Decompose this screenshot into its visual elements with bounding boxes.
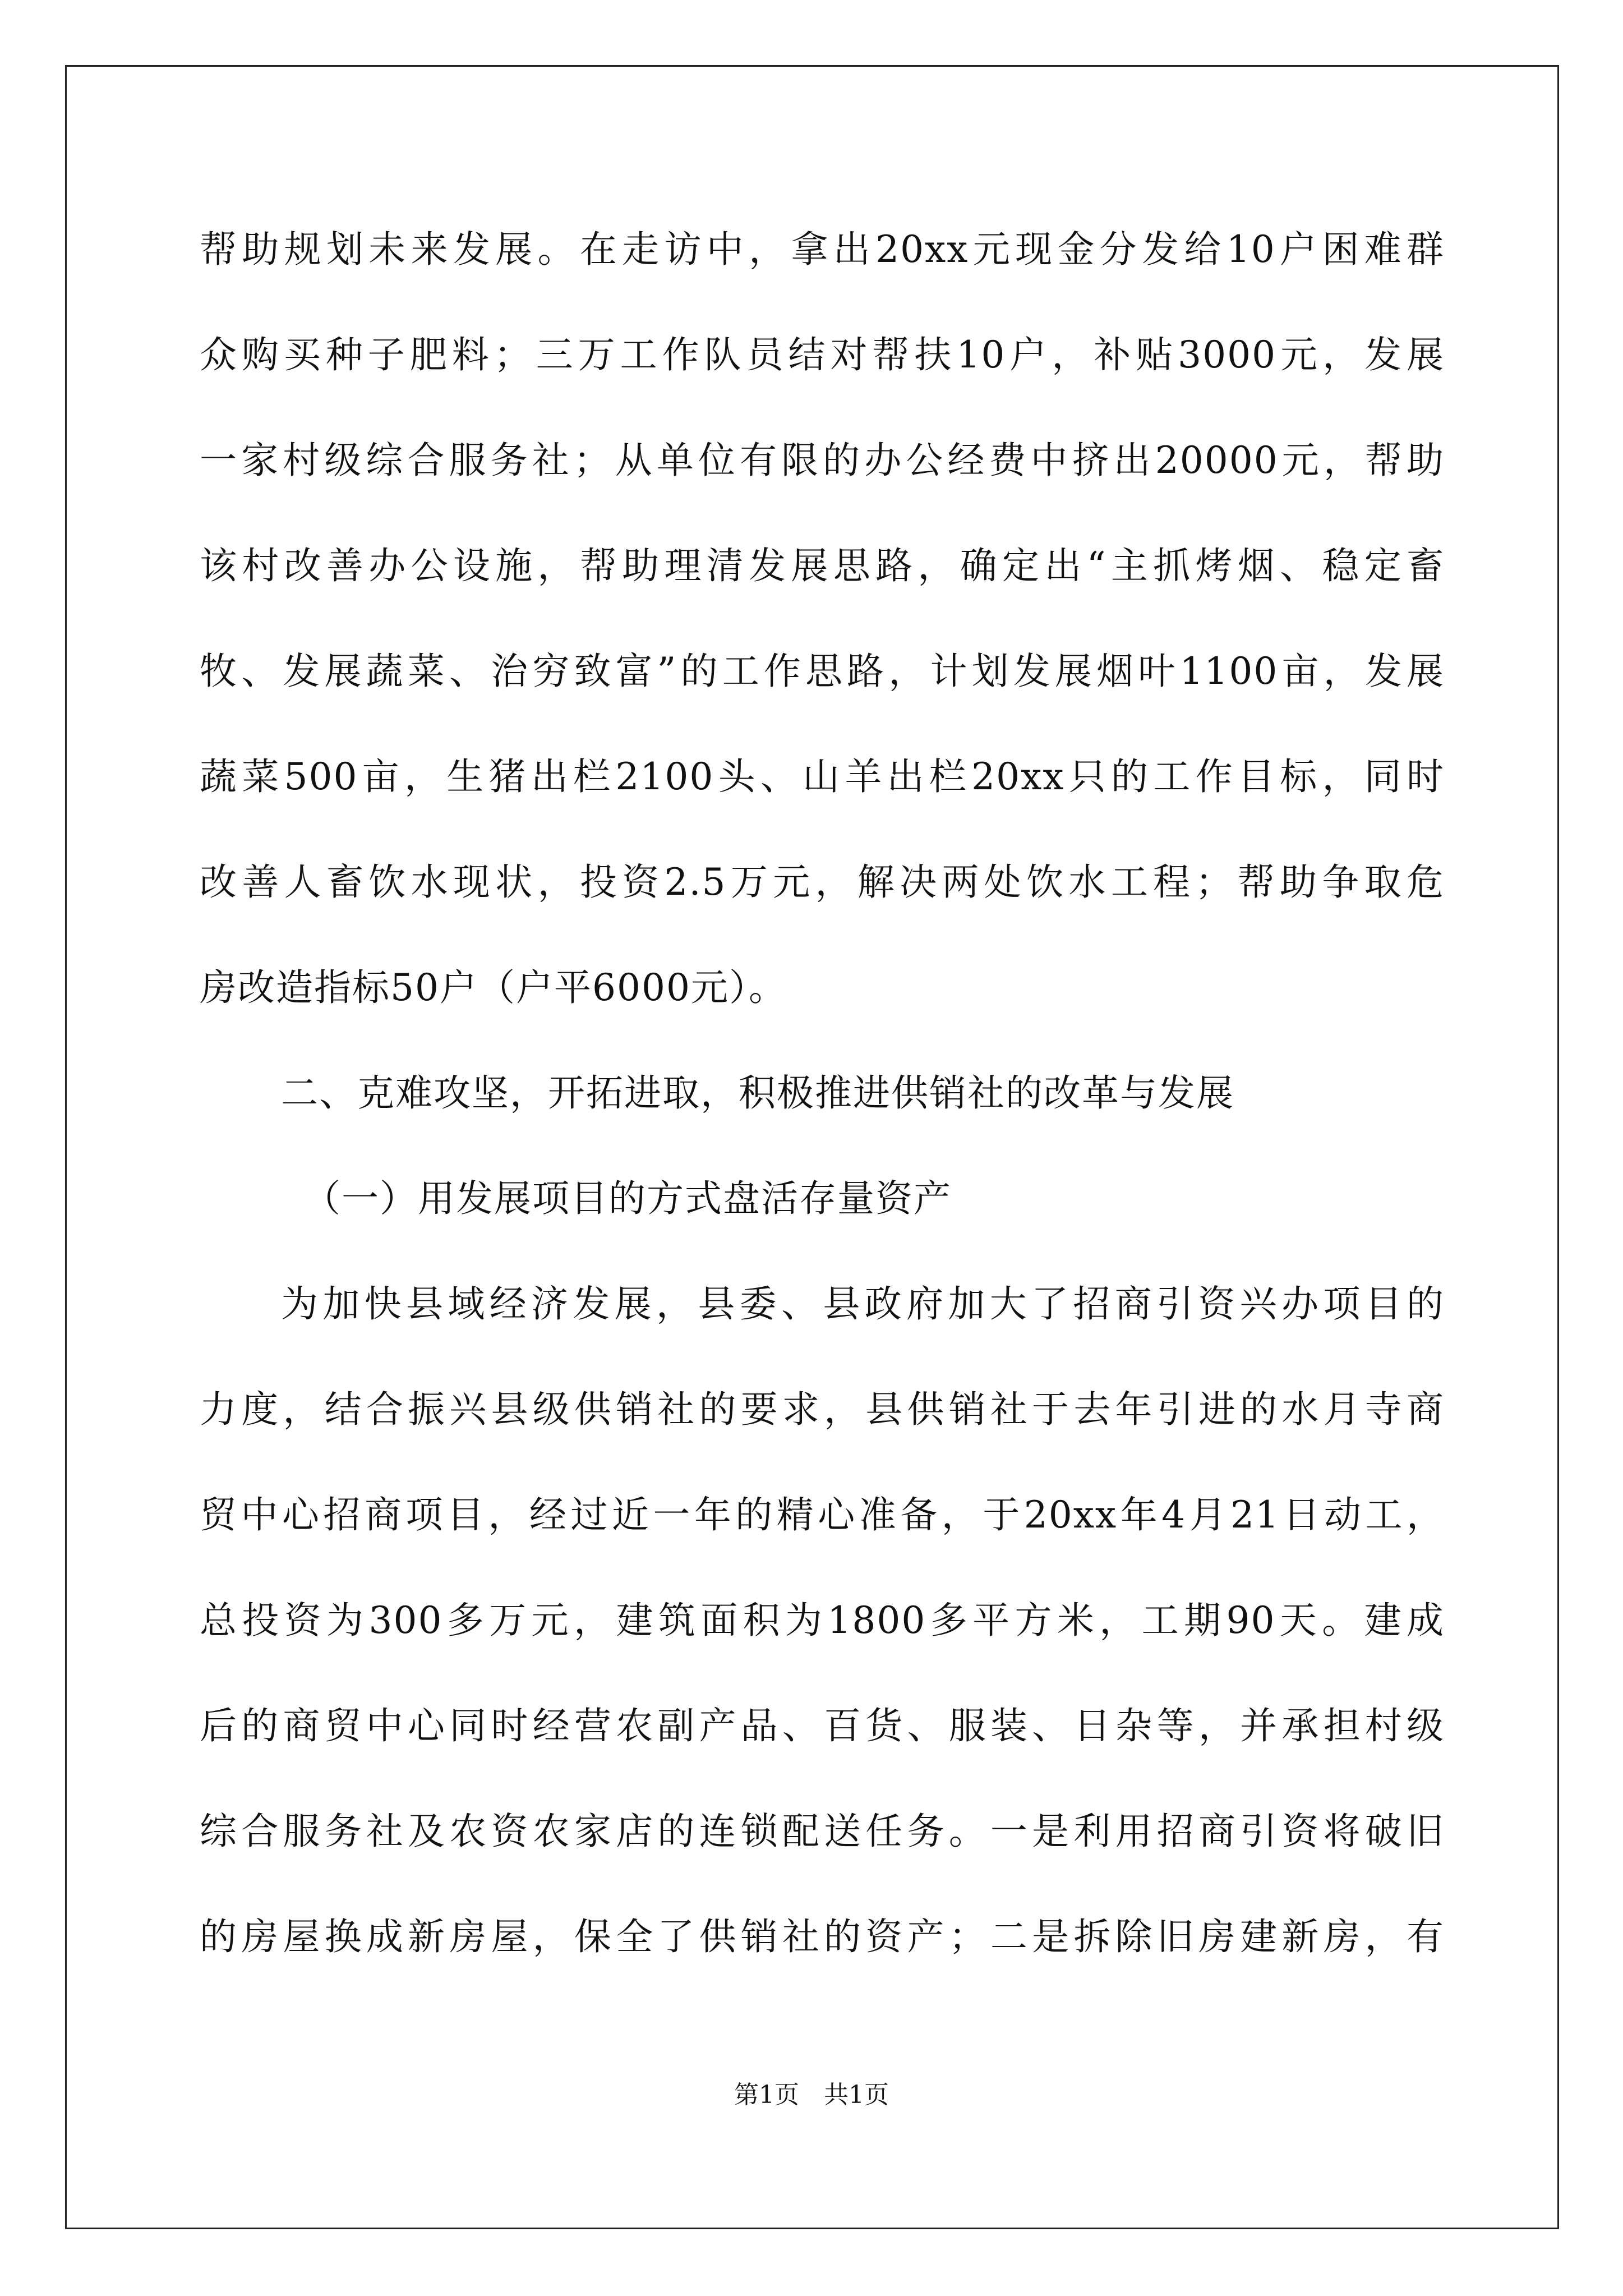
page-number-label: 第1页 共1页 <box>734 2081 889 2109</box>
text-line: 力度，结合振兴县级供销社的要求，县供销社于去年引进的水月寺商 <box>200 1388 1445 1431</box>
text-line: 一家村级综合服务社；从单位有限的办公经费中挤出20000元，帮助 <box>200 439 1445 482</box>
text-line: 的房屋换成新房屋，保全了供销社的资产；二是拆除旧房建新房，有 <box>200 1915 1445 1958</box>
subsection-heading: （一）用发展项目的方式盘活存量资产 <box>303 1177 952 1220</box>
text-line: 为加快县域经济发展，县委、县政府加大了招商引资兴办项目的 <box>281 1282 1445 1326</box>
text-line: 后的商贸中心同时经营农副产品、百货、服装、日杂等，并承担村级 <box>200 1704 1445 1747</box>
text-line: 众购买种子肥料；三万工作队员结对帮扶10户，补贴3000元，发展 <box>200 333 1445 376</box>
text-line: 蔬菜500亩，生猪出栏2100头、山羊出栏20xx只的工作目标，同时 <box>200 755 1445 798</box>
text-line: 综合服务社及农资农家店的连锁配送任务。一是利用招商引资将破旧 <box>200 1810 1445 1853</box>
text-line: 贸中心招商项目，经过近一年的精心准备，于20xx年4月21日动工， <box>200 1493 1445 1536</box>
section-heading: 二、克难攻坚，开拓进取，积极推进供销社的改革与发展 <box>281 1071 1234 1115</box>
document-body <box>200 216 1445 2009</box>
text-line: 总投资为300多万元，建筑面积为1800多平方米，工期90天。建成 <box>200 1599 1445 1642</box>
text-line: 牧、发展蔬菜、治穷致富”的工作思路，计划发展烟叶1100亩，发展 <box>200 650 1445 693</box>
text-line: 房改造指标50户（户平6000元）。 <box>200 966 787 1009</box>
page-footer <box>0 2078 1623 2112</box>
text-line: 改善人畜饮水现状，投资2.5万元，解决两处饮水工程；帮助争取危 <box>200 861 1445 904</box>
text-line: 该村改善办公设施，帮助理清发展思路，确定出“主抓烤烟、稳定畜 <box>200 544 1445 587</box>
text-line: 帮助规划未来发展。在走访中，拿出20xx元现金分发给10户困难群 <box>200 228 1445 271</box>
